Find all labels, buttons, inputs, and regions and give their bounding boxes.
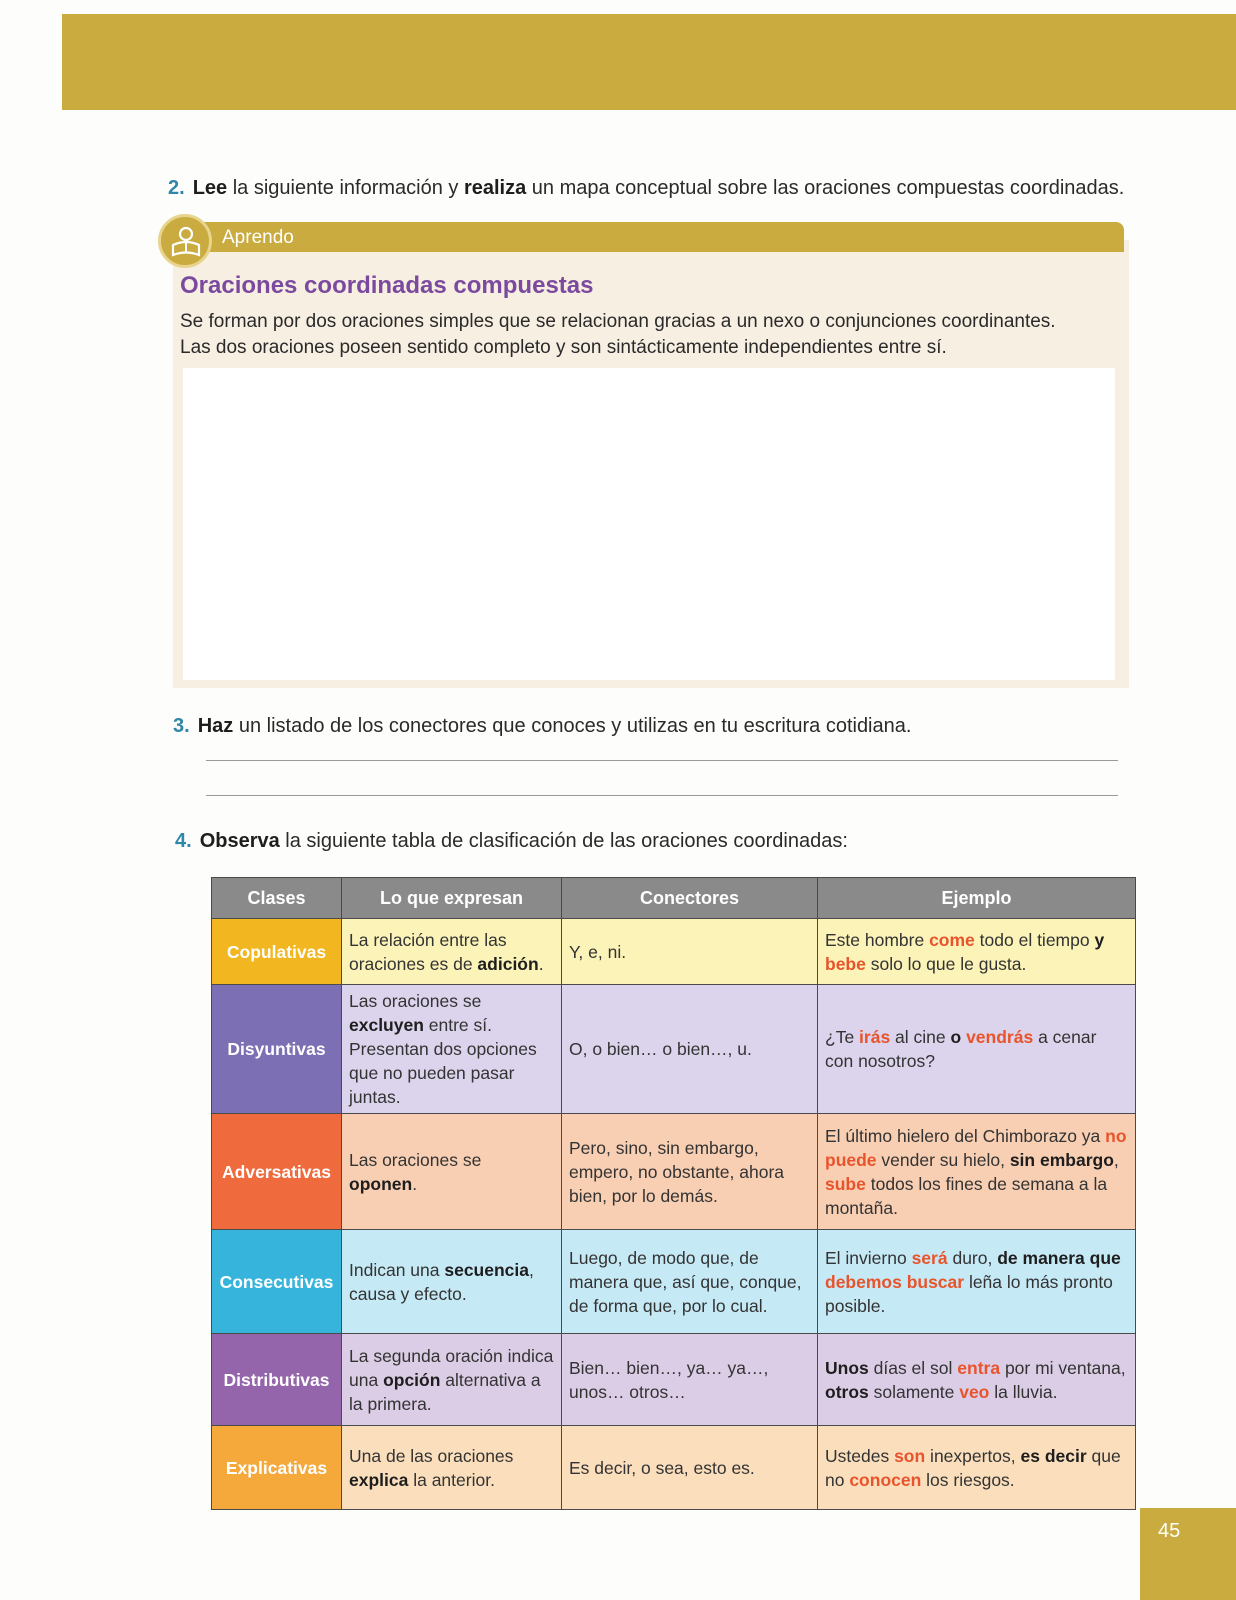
- cell-text: ,: [1113, 1149, 1119, 1170]
- cell-text: La segunda oración indica una: [349, 1345, 554, 1390]
- header-cell: Conectores: [562, 878, 818, 919]
- table-row: [212, 919, 1136, 985]
- cell-bold: Unos: [825, 1357, 869, 1378]
- verb-highlight: entra: [957, 1357, 1001, 1378]
- concept-map-area[interactable]: [183, 368, 1115, 680]
- verb-highlight: vendrás: [966, 1027, 1034, 1047]
- cell-text: todos los fines de semana a la montaña.: [825, 1173, 1108, 1218]
- box-text-line: Las dos oraciones poseen sentido completo y son sintácticamente independientes entre sí.: [180, 337, 947, 358]
- cell-text: los riesgos.: [921, 1469, 1015, 1490]
- cell-text: vender su hielo,: [876, 1149, 1010, 1170]
- class-cell: Copulativas: [212, 919, 342, 985]
- question-text: un listado de los conectores que conoces y utilizas en tu escritura cotidiana.: [233, 715, 912, 737]
- example-cell: [818, 1334, 1136, 1426]
- verb-highlight: debemos buscar: [825, 1271, 965, 1292]
- verb-highlight: bebe: [825, 953, 866, 974]
- cell-text: la anterior.: [408, 1469, 495, 1490]
- question-text: un mapa conceptual sobre las oraciones compuestas coordinadas.: [526, 177, 1125, 199]
- cell-bold: otros: [825, 1381, 869, 1402]
- classification-table: [211, 877, 1136, 1510]
- header-cell: Lo que expresan: [342, 878, 562, 919]
- connectors-cell: Pero, sino, sin embargo, empero, no obstante, ahora bien, por lo demás.: [562, 1114, 818, 1230]
- cell-text: por mi ventana,: [1000, 1357, 1126, 1378]
- cell-bold: y: [1094, 929, 1105, 950]
- header-cell: Clases: [212, 878, 342, 919]
- table-row: [212, 1114, 1136, 1230]
- cell-text: Ustedes: [825, 1445, 895, 1466]
- table-row: [212, 1426, 1136, 1510]
- cell-text: Las oraciones se: [349, 1149, 482, 1170]
- answer-line[interactable]: [206, 795, 1118, 796]
- cell-bold: secuencia: [444, 1259, 529, 1280]
- question-text: la siguiente información y: [227, 177, 464, 199]
- cell-text: al cine: [890, 1027, 951, 1047]
- example-cell: [818, 1230, 1136, 1334]
- question-3: [173, 713, 911, 739]
- verb-highlight: sube: [825, 1173, 866, 1194]
- cell-bold: excluyen: [349, 1015, 424, 1035]
- cell-bold: o: [950, 1027, 962, 1047]
- cell-text: Una de las oraciones: [349, 1445, 514, 1466]
- cell-bold: sin embargo: [1009, 1149, 1114, 1170]
- instruction-verb: realiza: [463, 177, 527, 199]
- example-cell: [818, 1426, 1136, 1510]
- verb-highlight: son: [894, 1445, 926, 1466]
- cell-text: días el sol: [868, 1357, 958, 1378]
- header-cell: Ejemplo: [818, 878, 1136, 919]
- aprendo-header-bar: [192, 222, 1124, 252]
- question-number: 2.: [168, 177, 185, 199]
- reader-icon: [158, 214, 212, 268]
- verb-highlight: conocen: [849, 1469, 922, 1490]
- instruction-verb: Lee: [192, 177, 228, 199]
- class-cell: Distributivas: [212, 1334, 342, 1426]
- cell-text: ¿Te: [825, 1027, 860, 1047]
- page-number-tab: [1140, 1508, 1236, 1600]
- cell-text: , causa y efecto.: [349, 1259, 534, 1304]
- cell-text: .: [538, 953, 544, 974]
- verb-highlight: irás: [859, 1027, 891, 1047]
- table-row: [212, 1230, 1136, 1334]
- meaning-cell: [342, 919, 562, 985]
- cell-text: La relación entre las oraciones es de: [349, 929, 507, 974]
- verb-highlight: come: [929, 929, 975, 950]
- cell-text: entre sí. Presentan dos opciones que no pueden pasar juntas.: [349, 1015, 537, 1107]
- question-number: 3.: [173, 715, 190, 737]
- question-number: 4.: [175, 830, 192, 852]
- meaning-cell: [342, 985, 562, 1114]
- cell-text: alternativa a la primera.: [349, 1369, 541, 1414]
- cell-text: inexpertos,: [925, 1445, 1021, 1466]
- aprendo-label: Aprendo: [222, 227, 294, 248]
- class-cell: Disyuntivas: [212, 985, 342, 1114]
- page-number: 45: [1158, 1520, 1181, 1542]
- class-cell: Consecutivas: [212, 1230, 342, 1334]
- cell-text: todo el tiempo: [974, 929, 1095, 950]
- table-header-row: [212, 878, 1136, 919]
- class-cell: Adversativas: [212, 1114, 342, 1230]
- question-2: [168, 175, 1124, 201]
- connectors-cell: Y, e, ni.: [562, 919, 818, 985]
- cell-bold: adición: [477, 953, 539, 974]
- verb-highlight: no puede: [825, 1125, 1127, 1170]
- cell-text: leña lo más pronto posible.: [825, 1271, 1113, 1316]
- cell-text: El último hielero del Chimborazo ya: [825, 1125, 1106, 1146]
- answer-line[interactable]: [206, 760, 1118, 761]
- box-text-line: Se forman por dos oraciones simples que se relacionan gracias a un nexo o conjunciones coordinantes.: [180, 311, 1056, 332]
- table-row: [212, 1334, 1136, 1426]
- connectors-cell: O, o bien… o bien…, u.: [562, 985, 818, 1114]
- meaning-cell: [342, 1334, 562, 1426]
- cell-text: .: [412, 1173, 418, 1194]
- table-row: [212, 985, 1136, 1114]
- cell-text: duro,: [947, 1247, 998, 1268]
- instruction-verb: Observa: [199, 830, 280, 852]
- cell-text: que no: [825, 1445, 1121, 1490]
- cell-text: Este hombre: [825, 929, 930, 950]
- box-text: [180, 309, 1120, 361]
- cell-text: solamente: [868, 1381, 960, 1402]
- example-cell: [818, 985, 1136, 1114]
- verb-highlight: veo: [959, 1381, 990, 1402]
- meaning-cell: [342, 1426, 562, 1510]
- cell-bold: de manera que: [997, 1247, 1121, 1268]
- cell-text: solo lo que le gusta.: [865, 953, 1027, 974]
- meaning-cell: [342, 1114, 562, 1230]
- meaning-cell: [342, 1230, 562, 1334]
- cell-text: Las oraciones se: [349, 991, 482, 1011]
- top-color-band: [62, 14, 1236, 110]
- cell-text: Indican una: [349, 1259, 445, 1280]
- class-cell: Explicativas: [212, 1426, 342, 1510]
- cell-bold: explica: [349, 1469, 409, 1490]
- question-text: la siguiente tabla de clasificación de las oraciones coordinadas:: [279, 830, 848, 852]
- cell-text: a cenar con nosotros?: [825, 1027, 1097, 1071]
- connectors-cell: Luego, de modo que, de manera que, así que, conque, de forma que, por lo cual.: [562, 1230, 818, 1334]
- verb-highlight: será: [911, 1247, 948, 1268]
- connectors-cell: Bien… bien…, ya… ya…, unos… otros…: [562, 1334, 818, 1426]
- cell-text: la lluvia.: [989, 1381, 1058, 1402]
- example-cell: [818, 1114, 1136, 1230]
- cell-bold: es decir: [1020, 1445, 1087, 1466]
- cell-text: El invierno: [825, 1247, 912, 1268]
- box-title: Oraciones coordinadas compuestas: [180, 272, 594, 299]
- cell-bold: opción: [383, 1369, 441, 1390]
- connectors-cell: Es decir, o sea, esto es.: [562, 1426, 818, 1510]
- instruction-verb: Haz: [197, 715, 234, 737]
- question-4: [175, 828, 848, 854]
- cell-bold: oponen: [349, 1173, 413, 1194]
- example-cell: [818, 919, 1136, 985]
